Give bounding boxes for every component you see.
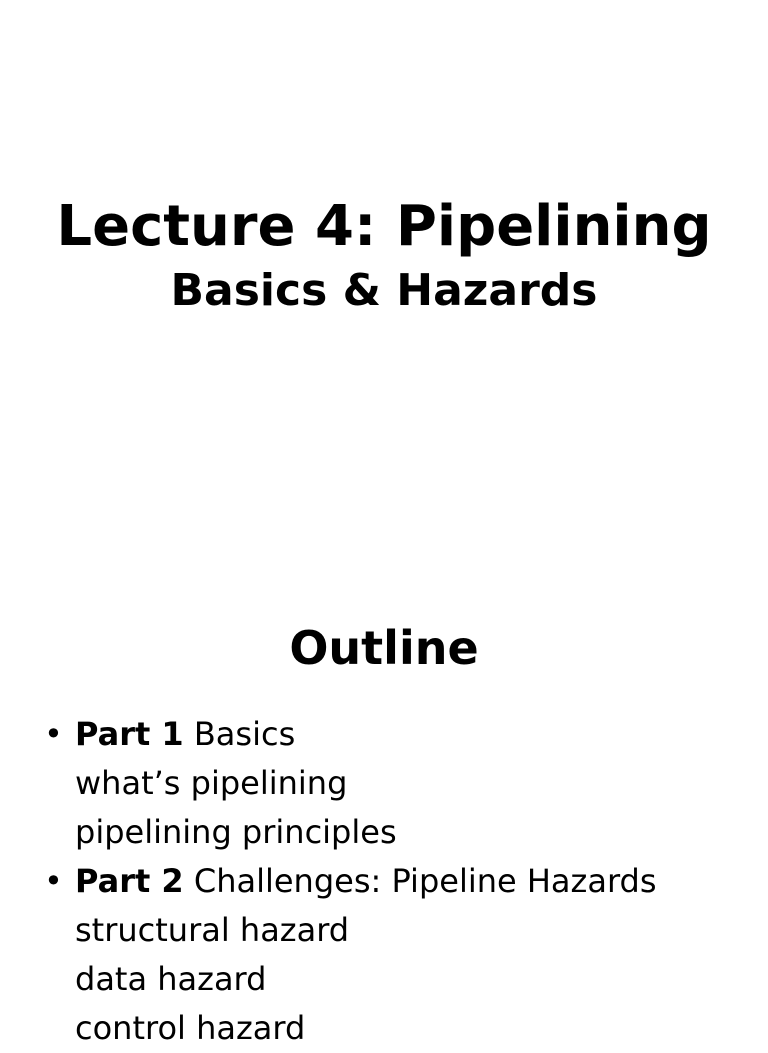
bullet-icon: • (44, 862, 63, 900)
part-2-text: Challenges: Pipeline Hazards (183, 862, 657, 900)
bullet-icon: • (44, 715, 63, 753)
outline-title: Outline (289, 621, 479, 675)
outline-part-1 (0, 710, 768, 759)
lecture-subtitle: Basics & Hazards (170, 265, 598, 316)
outline-subitem: structural hazard (75, 911, 350, 949)
outline-subitem: what’s pipelining (75, 764, 348, 802)
part-1-text: Basics (183, 715, 296, 753)
outline-subitem: control hazard (75, 1009, 306, 1047)
outline-slide (0, 576, 768, 1047)
outline-subitem: data hazard (75, 960, 267, 998)
outline-part-2 (0, 857, 768, 906)
lecture-title: Lecture 4: Pipelining (56, 194, 712, 259)
part-1-label: Part 1 (75, 715, 184, 753)
part-2-label: Part 2 (75, 862, 184, 900)
outline-subitem: pipelining principles (75, 813, 397, 851)
outline-list (0, 710, 768, 1053)
